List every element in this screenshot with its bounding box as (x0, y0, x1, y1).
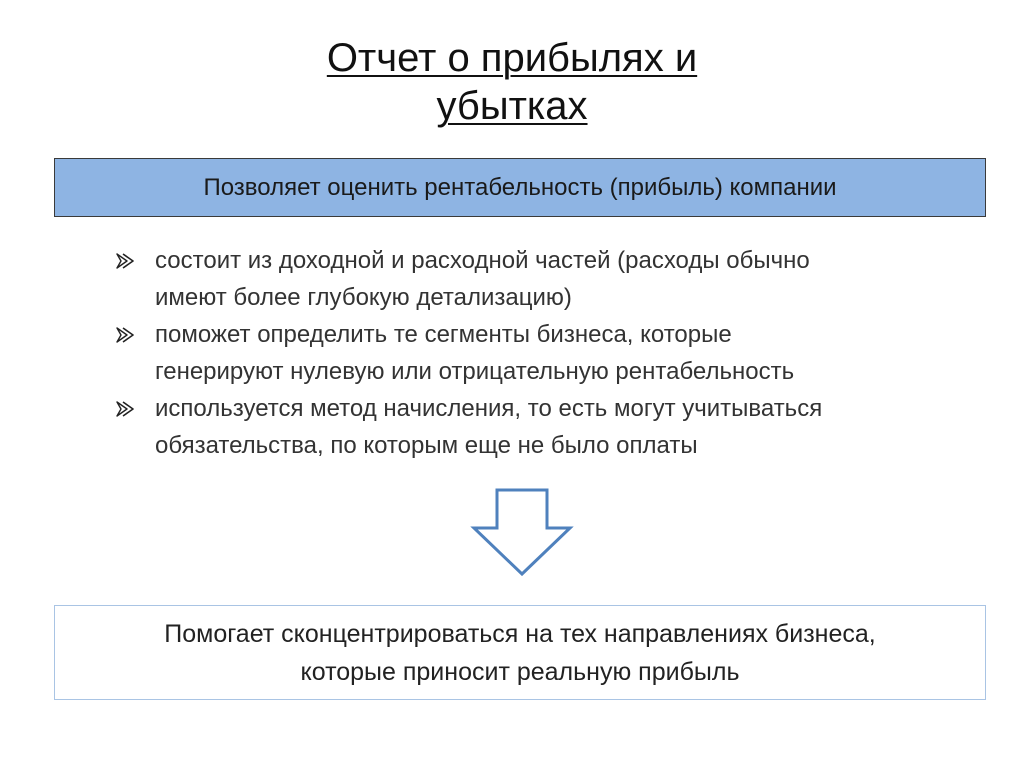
summary-banner-text: Позволяет оценить рентабельность (прибыль) компании (203, 173, 837, 201)
bullet-text-line-1: поможет определить те сегменты бизнеса, которые (155, 321, 732, 348)
bullet-text-line-2: обязательства, по которым еще не было оплаты (155, 432, 698, 459)
list-item (115, 242, 975, 316)
bullet-text-line-2: генерируют нулевую или отрицательную рентабельность (155, 358, 795, 385)
down-arrow-icon (470, 488, 574, 578)
conclusion-text-line-2: которые приносит реальную прибыль (300, 657, 740, 686)
check-arrow-icon (115, 242, 141, 279)
conclusion-box (54, 605, 986, 700)
list-item (115, 316, 975, 390)
page-title (0, 34, 1024, 130)
bullet-text-line-2: имеют более глубокую детализацию) (155, 284, 572, 311)
list-item (115, 390, 975, 464)
summary-banner (54, 158, 986, 217)
conclusion-text-line-1: Помогает сконцентрироваться на тех направлениях бизнеса, (164, 619, 876, 648)
check-arrow-icon (115, 390, 141, 427)
bullet-text-line-1: состоит из доходной и расходной частей (расходы обычно (155, 247, 810, 274)
bullet-text-line-1: используется метод начисления, то есть могут учитываться (155, 395, 823, 422)
page-title-line-2: убытках (436, 84, 588, 128)
page-title-line-1: Отчет о прибылях и (326, 36, 698, 80)
bullet-list (115, 242, 975, 464)
check-arrow-icon (115, 316, 141, 353)
